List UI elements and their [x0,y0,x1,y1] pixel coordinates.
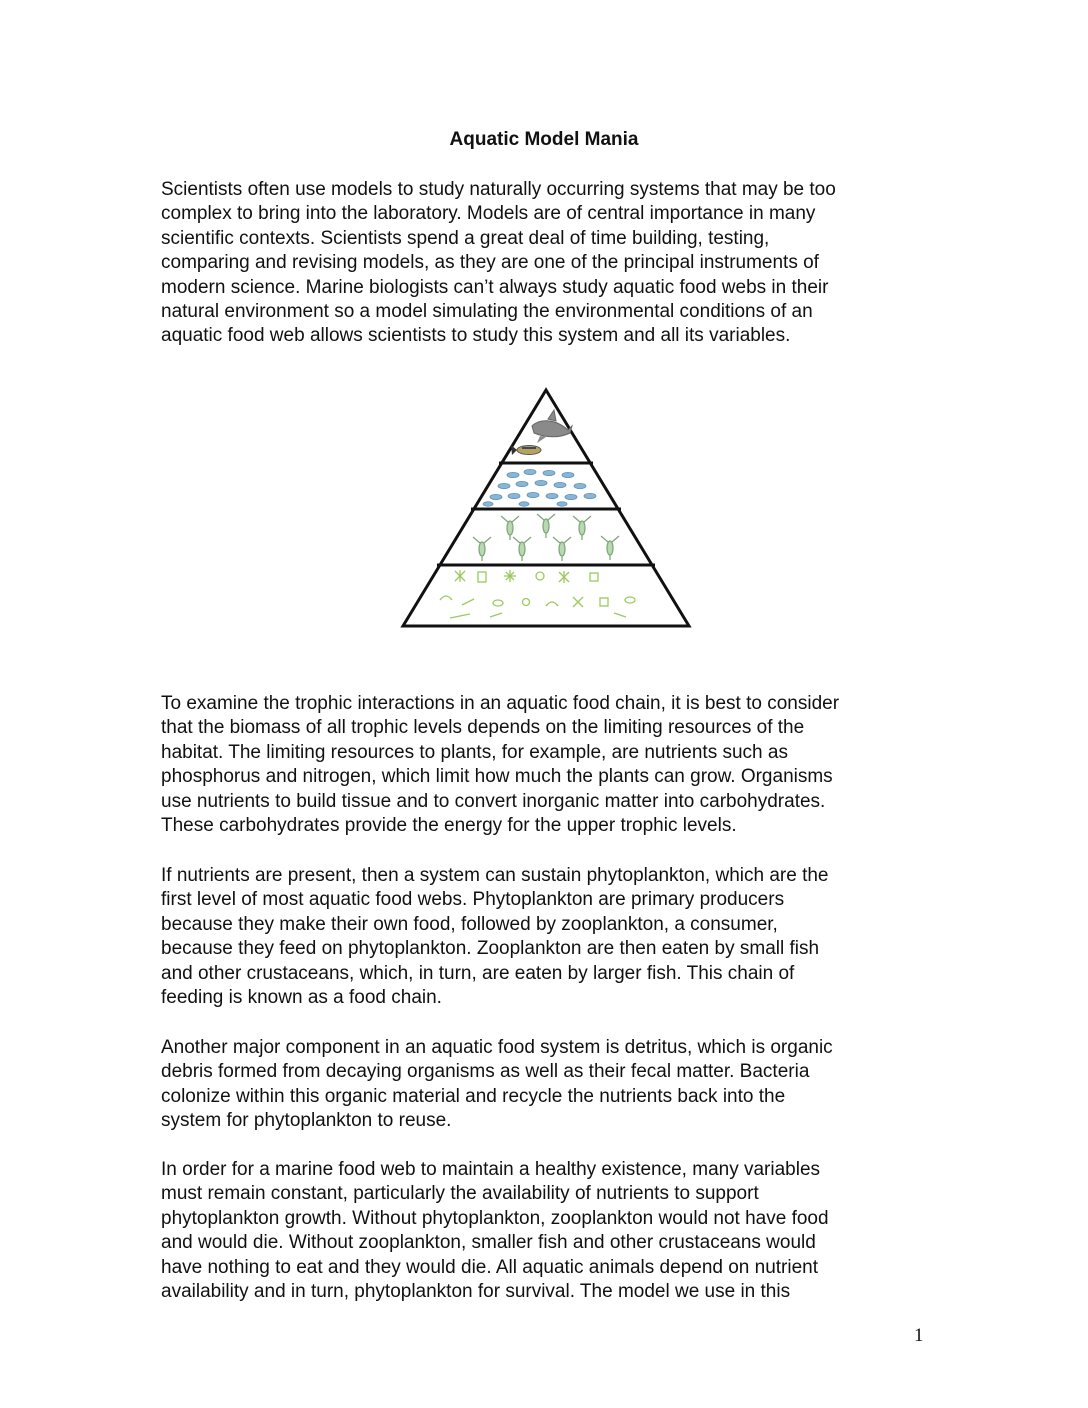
text-line: colonize within this organic material and recycle the nutrients back into the [161,1085,786,1107]
text-line: habitat. The limiting resources to plants, for example, are nutrients such as [161,741,788,763]
text-line: have nothing to eat and they would die. All aquatic animals depend on nutrient [161,1256,819,1278]
text-line: If nutrients are present, then a system can sustain phytoplankton, which are the [161,865,829,886]
text-line: because they make their own food, followed by zooplankton, a consumer, [161,913,778,935]
text-line: To examine the trophic interactions in an aquatic food chain, it is best to consider [161,693,840,714]
paragraph-food-chain [161,864,931,1010]
paragraph-healthy-food-web [161,1158,931,1304]
page-title: Aquatic Model Mania [449,129,639,150]
text-line: debris formed from decaying organisms as well as their fecal matter. Bacteria [161,1061,810,1083]
text-line: natural environment so a model simulating the environmental conditions of an [161,301,813,323]
text-line: and other crustaceans, which, in turn, are eaten by larger fish. This chain of [161,962,795,984]
paragraph-intro [161,178,931,349]
text-line: availability and in turn, phytoplankton for survival. The model we use in this [161,1281,791,1303]
paragraph-trophic-interactions [161,692,931,838]
text-line: and would die. Without zooplankton, smaller fish and other crustaceans would [161,1232,816,1254]
text-line: scientific contexts. Scientists spend a great deal of time building, testing, [161,227,770,249]
text-line: system for phytoplankton to reuse. [161,1110,452,1132]
text-line: aquatic food web allows scientists to study this system and all its variables. [161,325,791,347]
paragraph-detritus [161,1036,931,1134]
food-pyramid-figure [400,386,692,630]
text-line: use nutrients to build tissue and to convert inorganic matter into carbohydrates. [161,790,826,812]
text-line: In order for a marine food web to maintain a healthy existence, many variables [161,1159,821,1180]
text-line: that the biomass of all trophic levels depends on the limiting resources of the [161,717,805,739]
text-line: Another major component in an aquatic food system is detritus, which is organic [161,1037,833,1058]
text-line: feeding is known as a food chain. [161,987,442,1009]
text-line: phosphorus and nitrogen, which limit how much the plants can grow. Organisms [161,766,833,788]
food-pyramid-illustration [400,386,692,630]
text-line: complex to bring into the laboratory. Models are of central importance in many [161,203,816,225]
page-number: 1 [914,1325,924,1346]
text-line: must remain constant, particularly the availability of nutrients to support [161,1183,759,1205]
text-line: modern science. Marine biologists can’t always study aquatic food webs in their [161,276,829,298]
text-line: Scientists often use models to study naturally occurring systems that may be too [161,179,836,200]
text-line: because they feed on phytoplankton. Zooplankton are then eaten by small fish [161,938,820,960]
text-line: first level of most aquatic food webs. Phytoplankton are primary producers [161,889,785,911]
text-line: comparing and revising models, as they are one of the principal instruments of [161,252,819,274]
text-line: These carbohydrates provide the energy for the upper trophic levels. [161,815,737,837]
text-line: phytoplankton growth. Without phytoplankton, zooplankton would not have food [161,1207,829,1229]
